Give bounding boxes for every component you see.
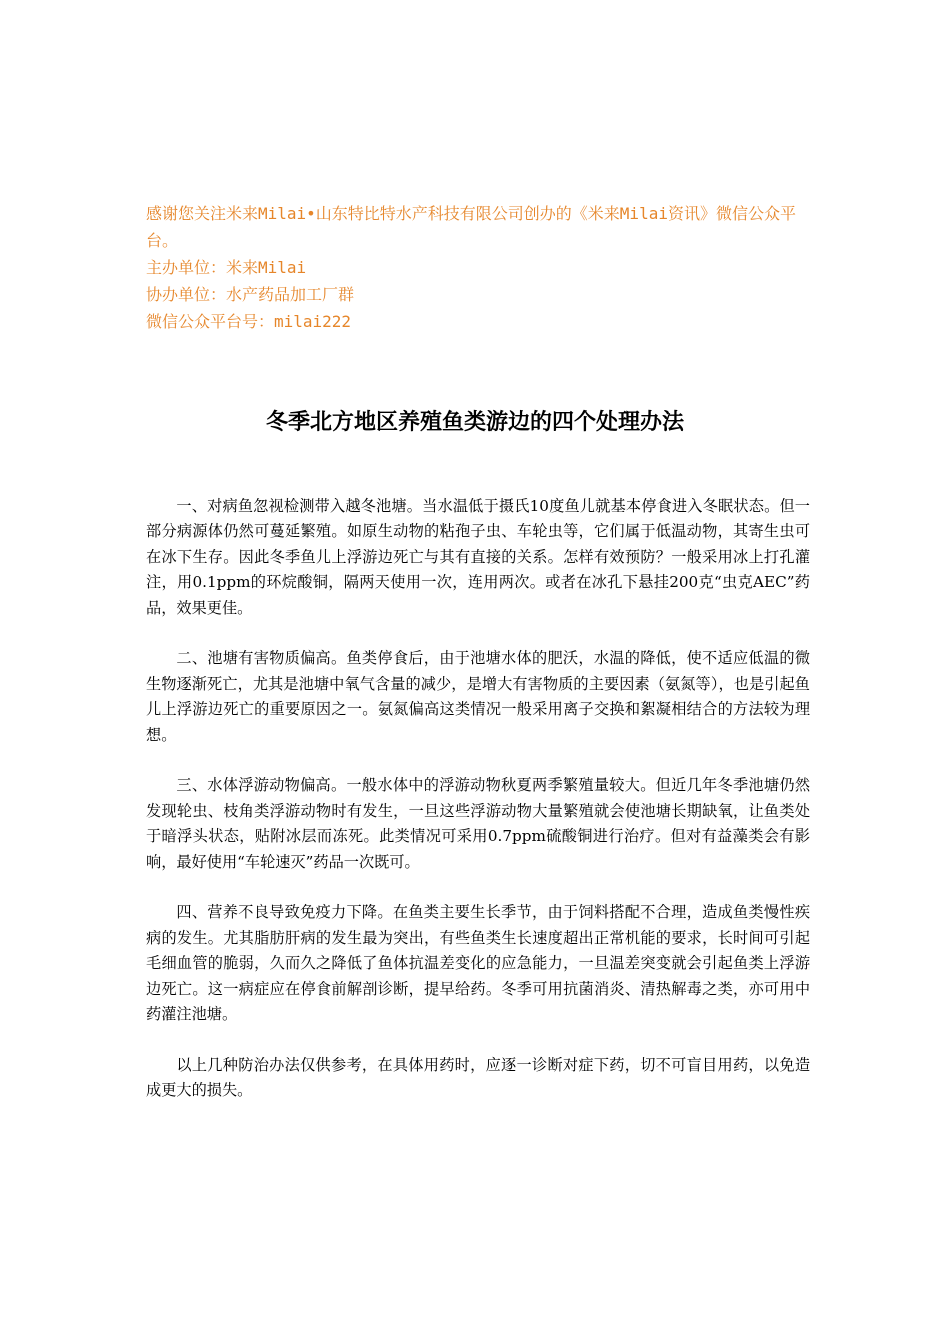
host-line: 主办单位：米来Milai bbox=[146, 258, 307, 277]
article-body bbox=[146, 494, 810, 1129]
paragraph-2: 二、池塘有害物质偏高。鱼类停食后，由于池塘水体的肥沃，水温的降低，使不适应低温的微生物逐渐死亡，尤其是池塘中氧气含量的减少，是增大有害物质的主要因素（氨氮等），也是引起鱼儿上浮游边死亡的重要原因之一。氨氮偏高这类情况一般采用离子交换和絮凝相结合的方法较为理想。 bbox=[146, 649, 810, 744]
article-title: 冬季北方地区养殖鱼类游边的四个处理办法 bbox=[265, 409, 684, 435]
wechat-id-line: 微信公众平台号：milai222 bbox=[146, 312, 352, 331]
co-host-line: 协办单位：水产药品加工厂群 bbox=[146, 285, 355, 304]
paragraph-4: 四、营养不良导致免疫力下降。在鱼类主要生长季节，由于饲料搭配不合理，造成鱼类慢性疾病的发生。尤其脂肪肝病的发生最为突出，有些鱼类生长速度超出正常机能的要求，长时间可引起毛细血管的脆弱，久而久之降低了鱼体抗温差变化的应急能力，一旦温差突变就会引起鱼类上浮游边死亡。这一病症应在停食前解剖诊断，提早给药。冬季可用抗菌消炎、清热解毒之类，亦可用中药灌注池塘。 bbox=[146, 903, 810, 1024]
paragraph-conclusion: 以上几种防治办法仅供参考，在具体用药时，应逐一诊断对症下药，切不可盲目用药，以免造成更大的损失。 bbox=[146, 1055, 810, 1100]
intro-line: 感谢您关注米来Milai•山东特比特水产科技有限公司创办的《米来Milai资讯》微信公众平台。 bbox=[146, 204, 796, 250]
paragraph-3: 三、水体浮游动物偏高。一般水体中的浮游动物秋夏两季繁殖量较大。但近几年冬季池塘仍然发现轮虫、枝角类浮游动物时有发生，一旦这些浮游动物大量繁殖就会使池塘长期缺氧，让鱼类处于暗浮头状态，贴附冰层而冻死。此类情况可采用0.7ppm硫酸铜进行治疗。但对有益藻类会有影响，最好使用“车轮速灭”药品一次既可。 bbox=[146, 776, 810, 871]
publisher-header bbox=[146, 200, 826, 335]
paragraph-1: 一、对病鱼忽视检测带入越冬池塘。当水温低于摄氏10度鱼儿就基本停食进入冬眠状态。但一部分病源体仍然可蔓延繁殖。如原生动物的粘孢子虫、车轮虫等，它们属于低温动物，其寄生虫可在冰下生存。因此冬季鱼儿上浮游边死亡与其有直接的关系。怎样有效预防？一般采用冰上打孔灌注，用0.1ppm的环烷酸铜，隔两天使用一次，连用两次。或者在冰孔下悬挂200克“虫克AEC”药品，效果更佳。 bbox=[146, 497, 810, 617]
